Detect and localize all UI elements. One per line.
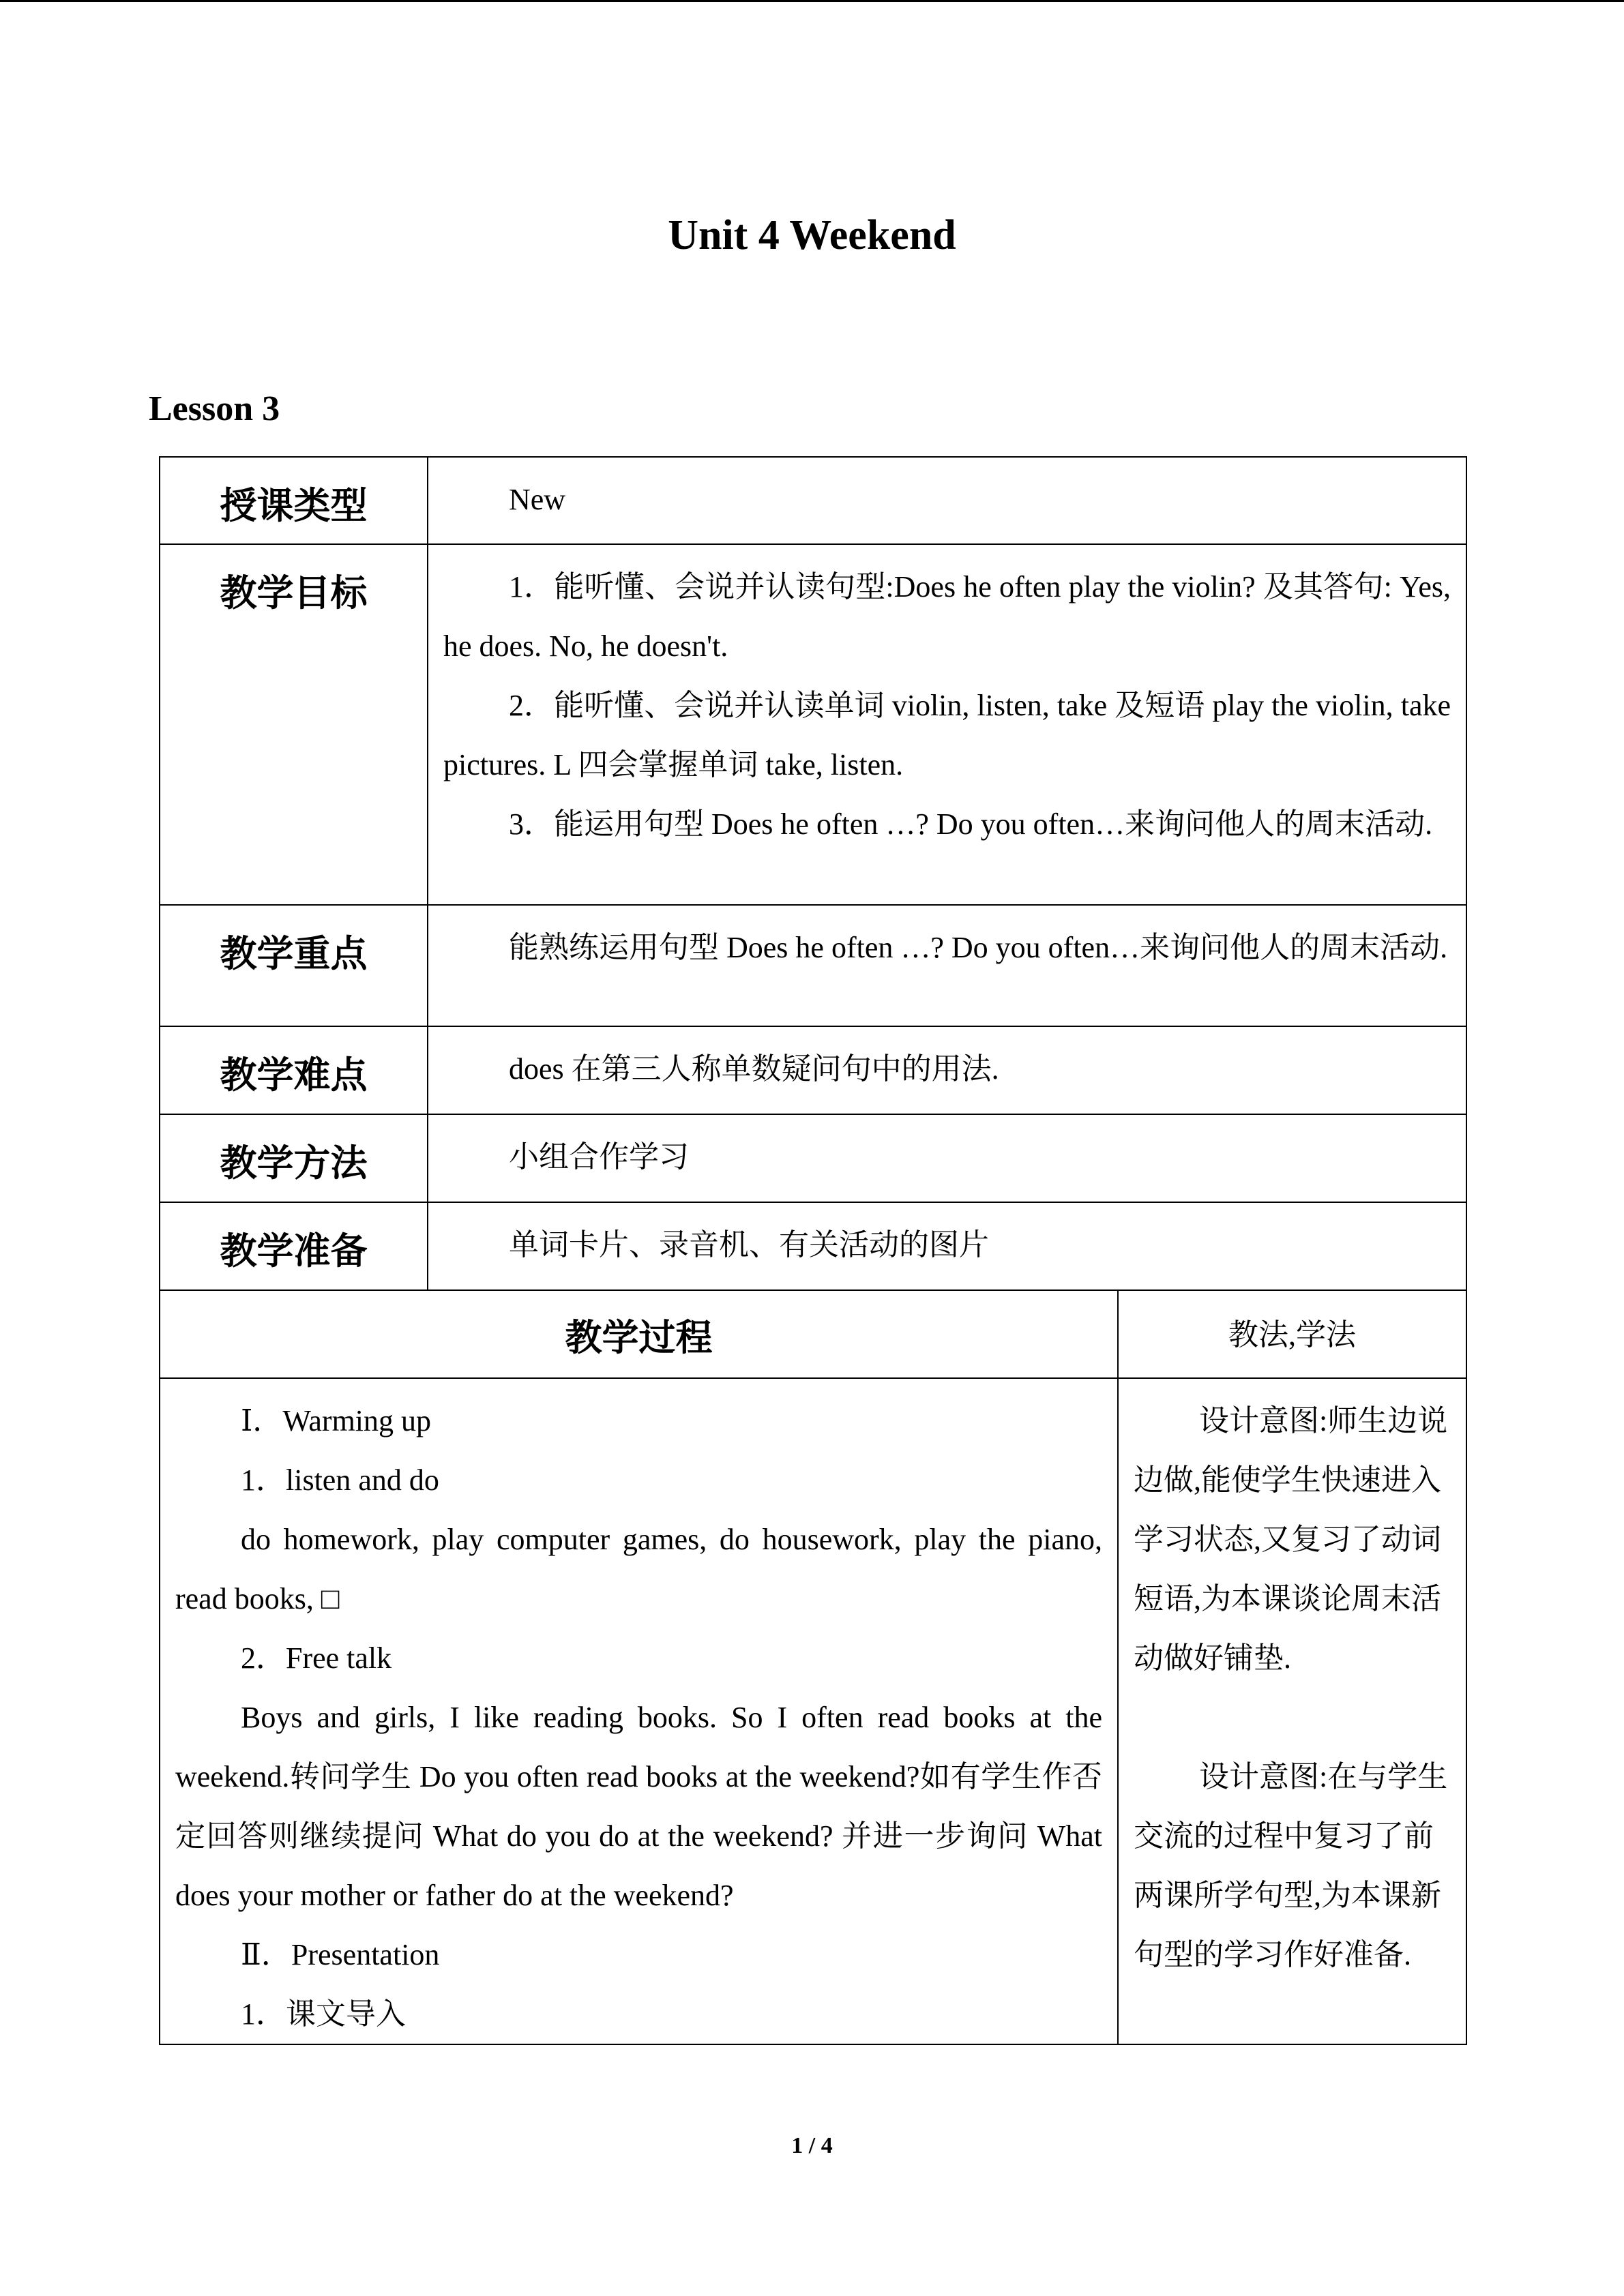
lesson-heading: Lesson 3 bbox=[149, 389, 280, 428]
label-teaching-method: 教学方法 bbox=[160, 1114, 428, 1202]
label-teaching-goals: 教学目标 bbox=[160, 544, 428, 905]
row-teaching-goals bbox=[160, 544, 1466, 905]
method-header: 教法,学法 bbox=[1118, 1290, 1466, 1378]
value-teaching-goals bbox=[428, 544, 1466, 905]
value-preparation bbox=[428, 1202, 1466, 1290]
design-note: 设计意图:在与学生交流的过程中复习了前两课所学句型,为本课新句型的学习作好准备. bbox=[1134, 1760, 1448, 1971]
row-difficulties bbox=[160, 1026, 1466, 1114]
label-difficulties: 教学难点 bbox=[160, 1026, 428, 1114]
top-border-line bbox=[0, 0, 1624, 2]
process-line: Ⅱ．Presentation bbox=[241, 1938, 440, 1971]
document-title: Unit 4 Weekend bbox=[668, 212, 956, 258]
row-teaching-method bbox=[160, 1114, 1466, 1202]
process-line: Boys and girls, I like reading books. So I often read books at the weekend.转问学生 Do you often read books at the weekend?如有学生作否定回答则继续提问 What do you do at the weekend? 并进一步询问 What does your mother or father do at the weekend? bbox=[175, 1701, 1102, 1912]
row-preparation bbox=[160, 1202, 1466, 1290]
process-line: 1．课文导入 bbox=[241, 1997, 406, 2031]
value-lesson-type bbox=[428, 457, 1466, 544]
value-line: 能熟练运用句型 Does he often …? Do you often…来询问他人的周末活动. bbox=[509, 931, 1448, 964]
value-difficulties bbox=[428, 1026, 1466, 1114]
design-note: 设计意图:师生边说边做,能使学生快速进入学习状态,又复习了动词短语,为本课谈论周末活动做好铺垫. bbox=[1134, 1404, 1448, 1675]
lesson-plan-table bbox=[159, 456, 1467, 2045]
note-spacer bbox=[1134, 1688, 1451, 1747]
value-line: New bbox=[509, 483, 566, 516]
value-line: 小组合作学习 bbox=[509, 1140, 689, 1174]
process-line: 2．Free talk bbox=[241, 1641, 392, 1675]
goal-line-3: 3．能运用句型 Does he often …? Do you often…来询问他人的周末活动. bbox=[509, 807, 1433, 841]
label-key-points: 教学重点 bbox=[160, 905, 428, 1026]
value-line: does 在第三人称单数疑问句中的用法. bbox=[509, 1052, 999, 1086]
row-key-points bbox=[160, 905, 1466, 1026]
process-content bbox=[160, 1378, 1118, 2044]
row-lesson-type bbox=[160, 457, 1466, 544]
process-line: Ⅰ．Warming up bbox=[241, 1404, 432, 1437]
label-lesson-type: 授课类型 bbox=[160, 457, 428, 544]
value-teaching-method bbox=[428, 1114, 1466, 1202]
label-preparation: 教学准备 bbox=[160, 1202, 428, 1290]
value-line: 单词卡片、录音机、有关活动的图片 bbox=[509, 1228, 989, 1262]
row-process-content bbox=[160, 1378, 1466, 2044]
method-notes bbox=[1118, 1378, 1466, 2044]
process-line: 1．listen and do bbox=[241, 1463, 439, 1497]
process-line: do homework, play computer games, do housework, play the piano, read books, □ bbox=[175, 1523, 1102, 1615]
goal-line-2: 2．能听懂、会说并认读单词 violin, listen, take 及短语 play the violin, take pictures. L 四会掌握单词 take, listen. bbox=[443, 689, 1451, 781]
page-number: 1 / 4 bbox=[791, 2133, 833, 2158]
goal-line-1: 1．能听懂、会说并认读句型:Does he often play the violin? 及其答句: Yes, he does. No, he doesn't. bbox=[443, 570, 1451, 663]
process-header: 教学过程 bbox=[160, 1290, 1118, 1378]
value-key-points bbox=[428, 905, 1466, 1026]
row-process-header bbox=[160, 1290, 1466, 1378]
